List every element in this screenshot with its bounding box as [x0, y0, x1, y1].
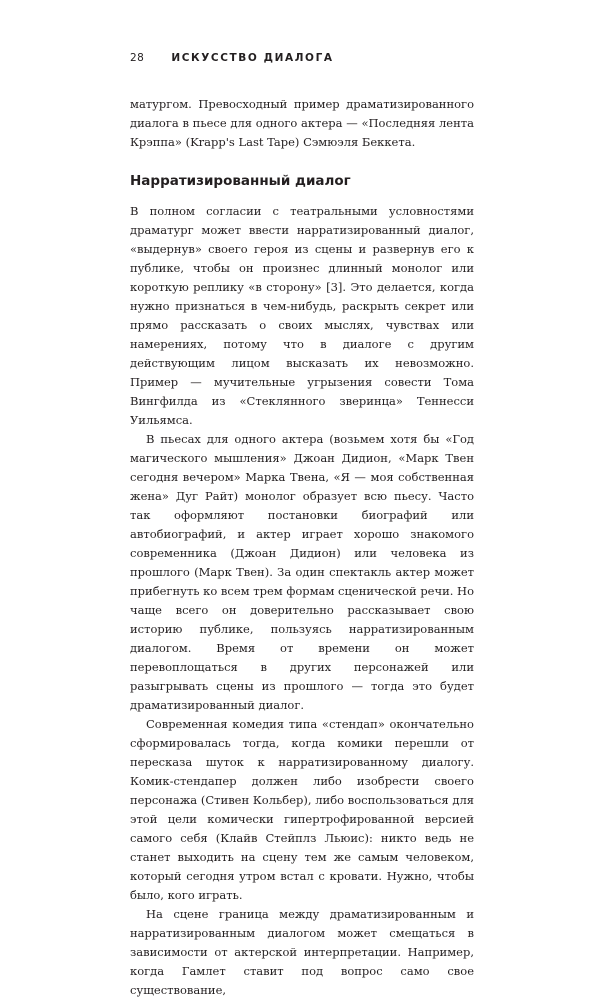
- paragraph: Современная комедия типа «стендап» окончательно сформировалась тогда, когда комики перешли от пересказа шуток к нарратизированному диалогу. Комик-стендапер должен либо изобрести своего персонажа (Стивен Кольбер), либо воспользоваться для этой цели комически гипертрофированной версией самого себя (Клайв Стейплз Льюис): никто ведь не станет выходить на сцену тем же самым человеком, который сегодня утром встал с кровати. Нужно, чтобы было, кого играть.: [130, 717, 474, 902]
- running-head: [130, 52, 334, 64]
- paragraph: В полном согласии с театральными условностями драматург может ввести нарратизированный диалог, «выдернув» своего героя из сцены и развернув его к публике, чтобы он произнес длинный монолог или короткую реплику «в сторону» [3]. Это делается, когда нужно признаться в чем-нибудь, раскрыть секрет или прямо рассказать о своих мыслях, чувствах или намерениях, потому что в диалоге с другим действующим лицом высказать их невозможно. Пример — мучительные угрызения совести Тома Вингфилда из «Стеклянного зверинца» Теннесси Уильямса.: [130, 204, 474, 427]
- paragraph-continued: матургом. Превосходный пример драматизированного диалога в пьесе для одного актера — «Последняя лента Крэппа» (Krapp's Last Tape) Сэмюэля Беккета.: [130, 97, 474, 149]
- paragraph: В пьесах для одного актера (возьмем хотя бы «Год магического мышления» Джоан Дидион, «Марк Твен сегодня вечером» Марка Твена, «Я — моя собственная жена» Дуг Райт) монолог образует всю пьесу. Часто так оформляют постановки биографий или автобиографий, и актер играет хорошо знакомого современника (Джоан Дидион) или человека из прошлого (Марк Твен). За один спектакль актер может прибегнуть ко всем трем формам сценической речи. Но чаще всего он доверительно рассказывает свою историю публике, пользуясь нарратизированным диалогом. Время от времени он может перевоплощаться в других персонажей или разыгрывать сцены из прошлого — тогда это будет драматизированный диалог.: [130, 432, 475, 712]
- section-heading: Нарратизированный диалог: [130, 173, 351, 189]
- book-title: ИСКУССТВО ДИАЛОГА: [171, 52, 334, 64]
- body-text: [130, 95, 474, 1000]
- paragraph: На сцене граница между драматизированным и нарратизированным диалогом может смещаться в зависимости от актерской интерпретации. Например, когда Гамлет ставит под вопрос само свое существование,: [130, 907, 474, 997]
- page-number: 28: [130, 52, 145, 64]
